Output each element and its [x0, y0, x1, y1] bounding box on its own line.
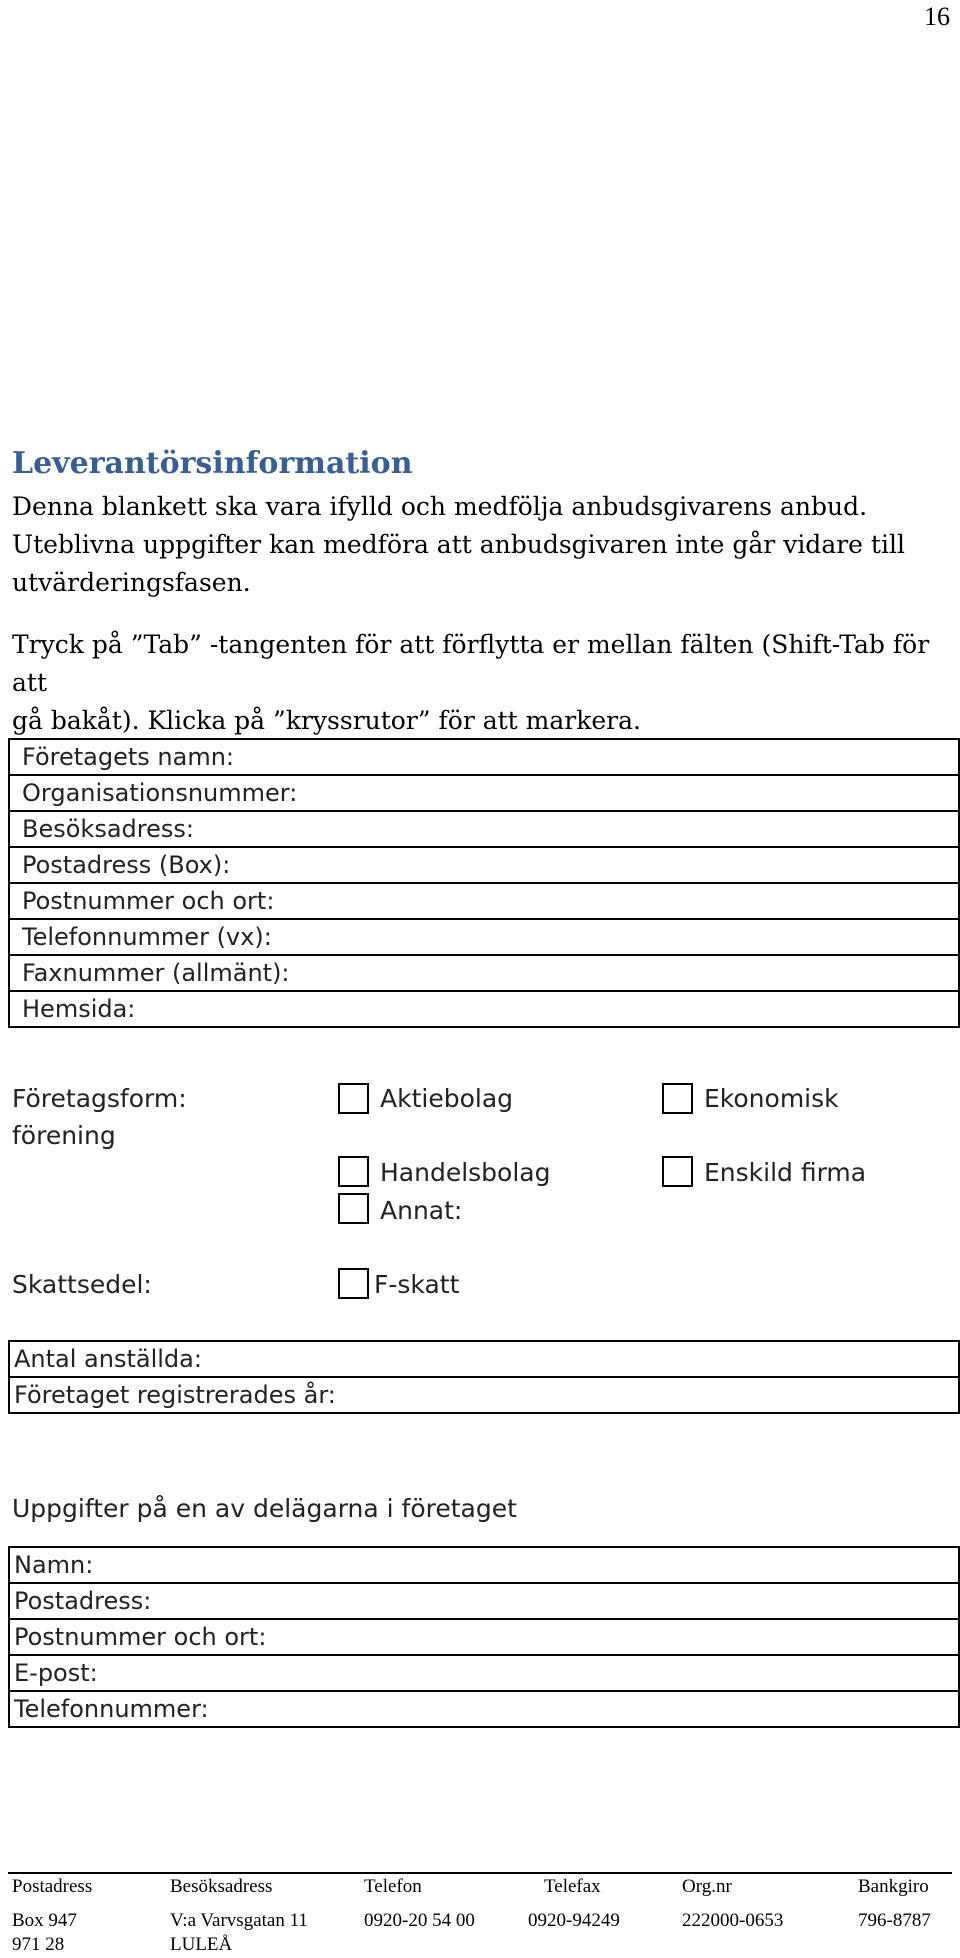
handelsbolag-label: Handelsbolag: [380, 1158, 551, 1187]
table-row: [9, 1619, 959, 1655]
field-owner-name[interactable]: Namn:: [9, 1547, 959, 1583]
intro-line: utvärderingsfasen.: [12, 568, 251, 597]
ekonomisk-label: Ekonomisk: [704, 1084, 839, 1113]
footer-value: LULEÅ: [170, 1934, 233, 1955]
footer-value: V:a Varvsgatan 11: [170, 1910, 308, 1931]
field-employee-count[interactable]: Antal anställda:: [9, 1341, 959, 1377]
footer-value: 796-8787: [858, 1910, 931, 1931]
footer-values: [12, 1910, 952, 1934]
intro-line: Denna blankett ska vara ifylld och medfölja anbudsgivarens anbud.: [12, 492, 868, 521]
field-website[interactable]: Hemsida:: [9, 991, 959, 1027]
page-title: Leverantörsinformation: [12, 446, 413, 481]
aktiebolag-checkbox[interactable]: [338, 1083, 369, 1114]
field-fax[interactable]: Faxnummer (allmänt):: [9, 955, 959, 991]
table-row: [9, 883, 959, 919]
footer-headers: [12, 1876, 952, 1902]
company-form-label-cont: förening: [12, 1121, 116, 1150]
field-registration-year[interactable]: Företaget registrerades år:: [9, 1377, 959, 1413]
enskild-firma-checkbox[interactable]: [662, 1156, 693, 1187]
instructions-line: gå bakåt). Klicka på ”kryssrutor” för att markera.: [12, 706, 641, 735]
footer-header: Telefax: [544, 1876, 601, 1897]
table-row: [9, 1583, 959, 1619]
table-row: [9, 847, 959, 883]
owner-section-title: Uppgifter på en av delägarna i företaget: [12, 1494, 517, 1523]
table-row: [9, 811, 959, 847]
owner-info-table: [8, 1546, 960, 1728]
f-skatt-checkbox[interactable]: [338, 1268, 369, 1299]
table-row: [9, 1691, 959, 1727]
footer-header: Telefon: [364, 1876, 422, 1897]
footer-divider: [8, 1872, 952, 1874]
table-row: [9, 775, 959, 811]
field-postcode-city[interactable]: Postnummer och ort:: [9, 883, 959, 919]
table-row: [9, 991, 959, 1027]
field-company-name[interactable]: Företagets namn:: [9, 739, 959, 775]
enskild-firma-label: Enskild firma: [704, 1158, 867, 1187]
table-row: [9, 919, 959, 955]
table-row: [9, 1341, 959, 1377]
company-info-table: [8, 738, 960, 1028]
tax-label: Skattsedel:: [12, 1270, 152, 1299]
footer-value: 0920-20 54 00: [364, 1910, 475, 1931]
instructions-line: Tryck på ”Tab” -tangenten för att förflytta er mellan fälten (Shift-Tab för att: [12, 630, 930, 697]
field-phone[interactable]: Telefonnummer (vx):: [9, 919, 959, 955]
table-row: [9, 955, 959, 991]
field-org-number[interactable]: Organisationsnummer:: [9, 775, 959, 811]
field-owner-postal-address[interactable]: Postadress:: [9, 1583, 959, 1619]
field-visiting-address[interactable]: Besöksadress:: [9, 811, 959, 847]
field-owner-email[interactable]: E-post:: [9, 1655, 959, 1691]
table-row: [9, 739, 959, 775]
footer-header: Postadress: [12, 1876, 93, 1897]
annat-checkbox[interactable]: [338, 1193, 369, 1224]
intro-paragraph: [12, 488, 942, 602]
aktiebolag-label: Aktiebolag: [380, 1084, 514, 1113]
footer-value: 222000-0653: [682, 1910, 784, 1931]
ekonomisk-checkbox[interactable]: [662, 1083, 693, 1114]
instructions-paragraph: [12, 626, 942, 740]
handelsbolag-checkbox[interactable]: [338, 1156, 369, 1187]
annat-label: Annat:: [380, 1196, 463, 1225]
field-postal-address[interactable]: Postadress (Box):: [9, 847, 959, 883]
company-form-label: Företagsform:: [12, 1084, 187, 1113]
intro-line: Uteblivna uppgifter kan medföra att anbudsgivaren inte går vidare till: [12, 530, 905, 559]
footer-value: 971 28: [12, 1934, 65, 1955]
table-row: [9, 1377, 959, 1413]
table-row: [9, 1655, 959, 1691]
footer-header: Bankgiro: [858, 1876, 929, 1897]
field-owner-postcode-city[interactable]: Postnummer och ort:: [9, 1619, 959, 1655]
footer-value: 0920-94249: [528, 1910, 620, 1931]
page-number: 16: [924, 2, 950, 31]
footer-values-2: [12, 1934, 952, 1958]
f-skatt-label: F-skatt: [374, 1270, 460, 1299]
table-row: [9, 1547, 959, 1583]
employee-info-table: [8, 1340, 960, 1414]
footer-header: Besöksadress: [170, 1876, 273, 1897]
field-owner-phone[interactable]: Telefonnummer:: [9, 1691, 959, 1727]
footer-header: Org.nr: [682, 1876, 732, 1897]
footer-value: Box 947: [12, 1910, 77, 1931]
